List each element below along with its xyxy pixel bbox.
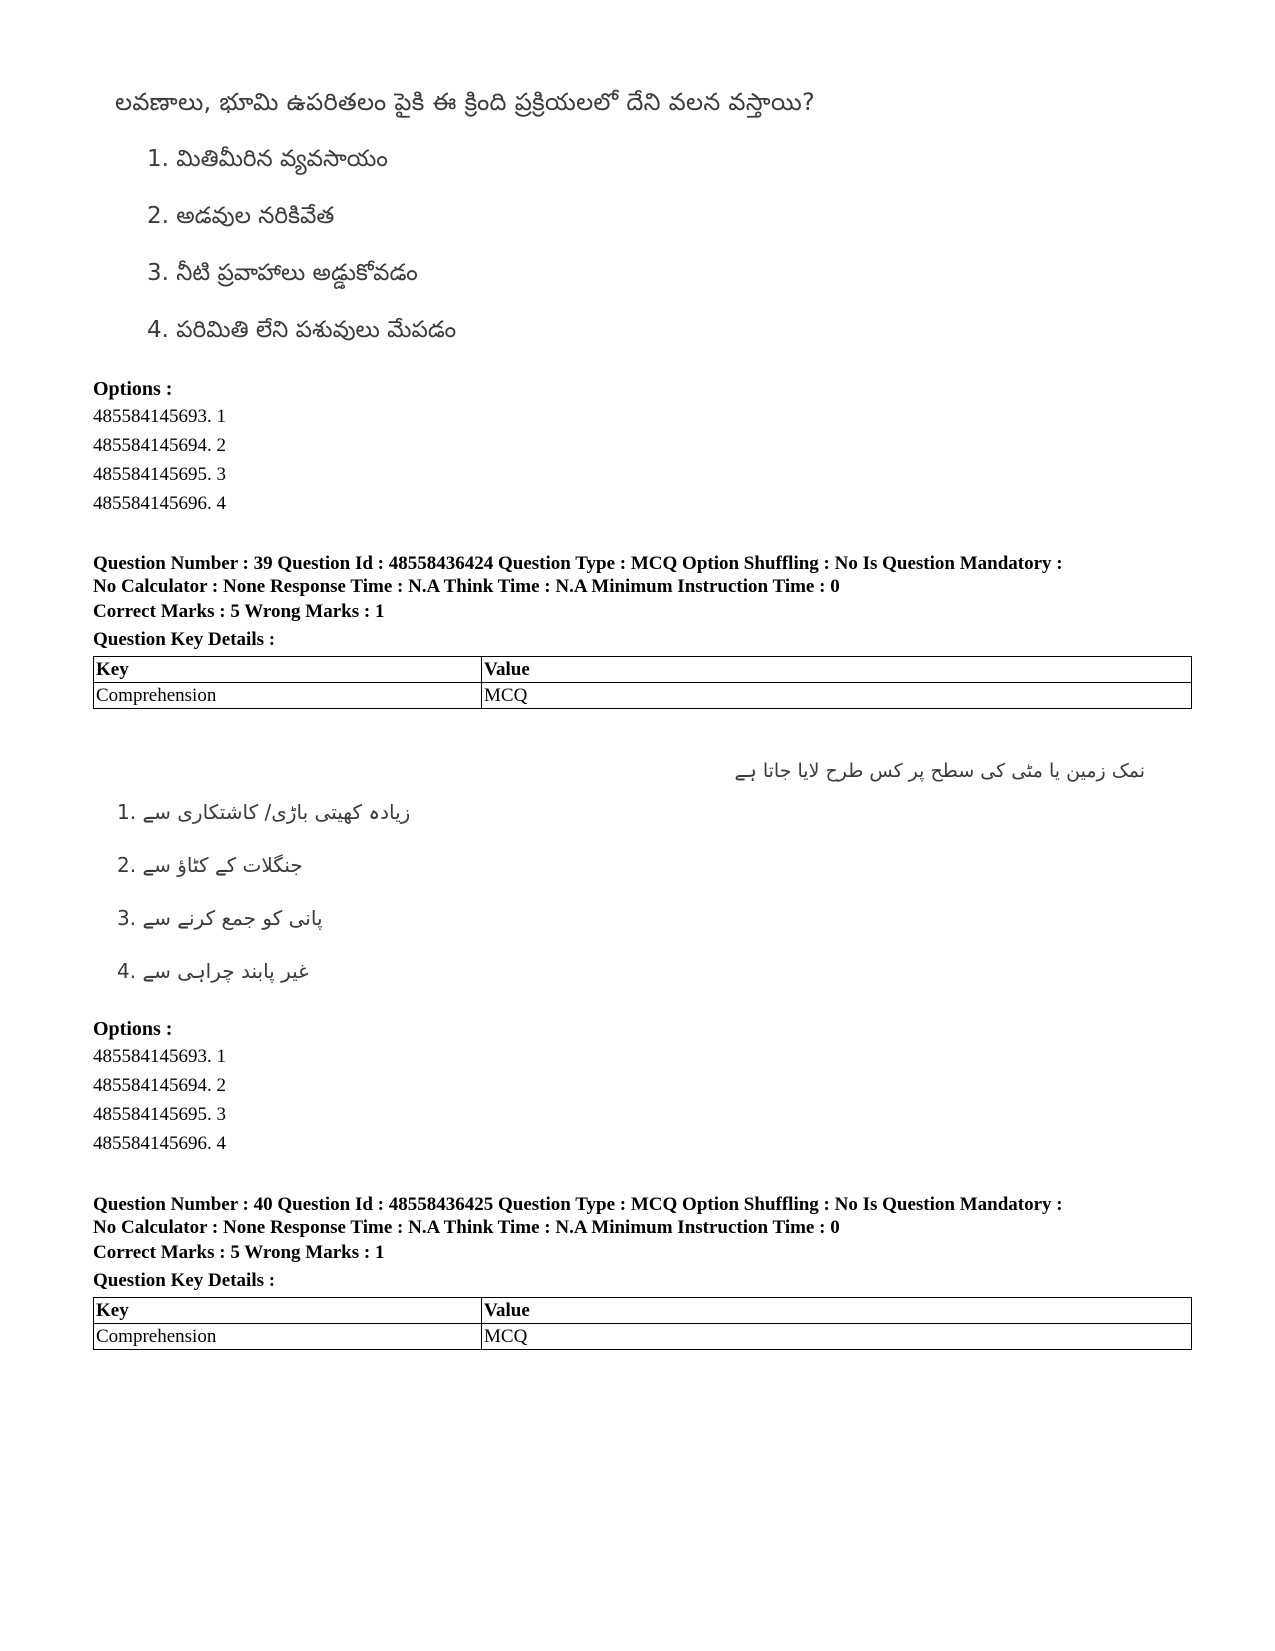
options-list	[93, 402, 226, 518]
options-label: Options :	[93, 1018, 173, 1040]
question-meta-line-1: Question Number : 39 Question Id : 48558436424 Question Type : MCQ Option Shuffling : No Is Question Mandatory :	[93, 553, 1063, 574]
urdu-option-3: پانی کو جمع کرنے سے .3	[117, 906, 323, 930]
table-header-value: Value	[482, 657, 1192, 683]
urdu-option-4: غیر پابند چراہی سے .4	[117, 959, 309, 983]
table-cell-key: Comprehension	[94, 683, 482, 709]
telugu-option-4: 4. పరిమితి లేని పశువులు మేపడం	[147, 317, 457, 343]
table-header-key: Key	[94, 657, 482, 683]
question-39-meta	[93, 552, 1193, 598]
telugu-option-3: 3. నీటి ప్రవాహాలు అడ్డుకోవడం	[147, 260, 418, 286]
question-39-key-table	[93, 656, 1192, 709]
option-item: 485584145695. 3	[93, 1104, 226, 1125]
table-header-key: Key	[94, 1298, 482, 1324]
question-meta-line-2: No Calculator : None Response Time : N.A Think Time : N.A Minimum Instruction Time : 0	[93, 1217, 840, 1238]
telugu-option-1: 1. మితిమీరిన వ్యవసాయం	[147, 146, 388, 172]
urdu-option-1: زیادہ کھیتی باڑی/ کاشتکاری سے .1	[117, 800, 411, 824]
question-40-meta	[93, 1193, 1193, 1239]
question-meta-line-2: No Calculator : None Response Time : N.A Think Time : N.A Minimum Instruction Time : 0	[93, 576, 840, 597]
table-cell-value: MCQ	[482, 683, 1192, 709]
question-40-key-details-label: Question Key Details :	[93, 1270, 276, 1291]
question-40-marks: Correct Marks : 5 Wrong Marks : 1	[93, 1242, 385, 1263]
question-39-marks: Correct Marks : 5 Wrong Marks : 1	[93, 601, 385, 622]
telugu-option-2: 2. అడవుల నరికివేత	[147, 203, 335, 229]
question-meta-line-1: Question Number : 40 Question Id : 48558436425 Question Type : MCQ Option Shuffling : No Is Question Mandatory :	[93, 1194, 1063, 1215]
telugu-question-image	[115, 82, 975, 362]
option-item: 485584145694. 2	[93, 1075, 226, 1096]
option-item: 485584145695. 3	[93, 464, 226, 485]
option-item: 485584145693. 1	[93, 406, 226, 427]
option-item: 485584145696. 4	[93, 1133, 226, 1154]
options-label: Options :	[93, 378, 173, 400]
table-header-value: Value	[482, 1298, 1192, 1324]
option-item: 485584145696. 4	[93, 493, 226, 514]
telugu-question-text: లవణాలు, భూమి ఉపరితలం పైకి ఈ క్రింది ప్రక్రియలలో దేని వలన వస్తాయి?	[115, 88, 816, 116]
option-item: 485584145693. 1	[93, 1046, 226, 1067]
table-cell-value: MCQ	[482, 1324, 1192, 1350]
urdu-option-2: جنگلات کے کٹاؤ سے .2	[117, 853, 303, 877]
options-list	[93, 1042, 226, 1158]
table-cell-key: Comprehension	[94, 1324, 482, 1350]
urdu-question-text: نمک زمین یا مٹی کی سطح پر کس طرح لایا جاتا ہے	[734, 760, 1145, 782]
question-40-key-table	[93, 1297, 1192, 1350]
option-item: 485584145694. 2	[93, 435, 226, 456]
question-39-key-details-label: Question Key Details :	[93, 629, 276, 650]
